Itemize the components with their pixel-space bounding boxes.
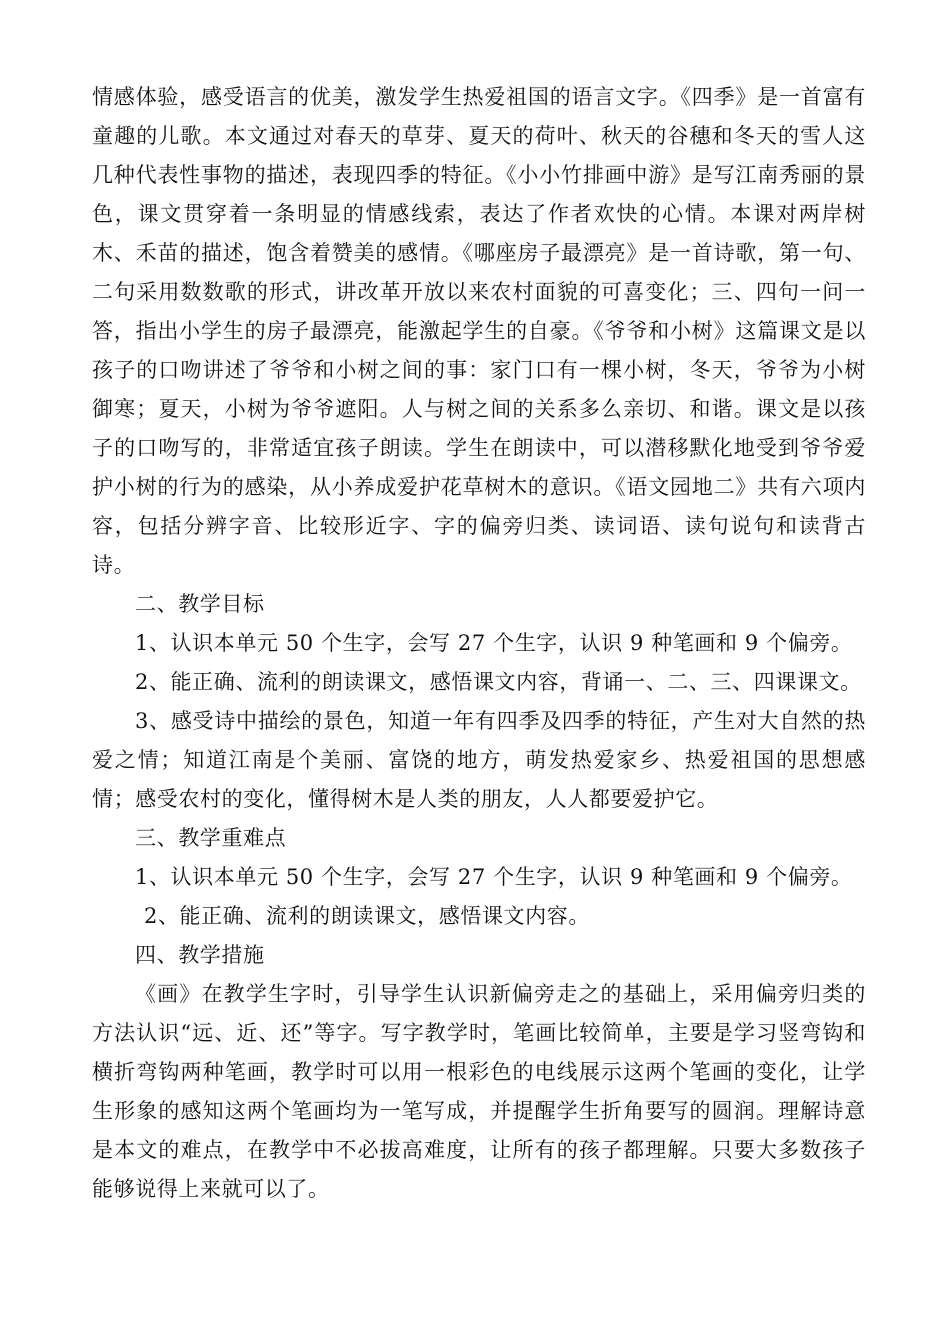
measure-paragraph-1: 《画》在教学生字时，引导学生认识新偏旁走之的基础上，采用偏旁归类的方法认识“远、近、还”等字。写字教学时，笔画比较简单，主要是学习竖弯钩和横折弯钩两种笔画，教学时可以用一根彩色的电线展示这两个笔画的变化，让学生形象的感知这两个笔画均为一笔写成，并提醒学生折角要写的圆润。理解诗意是本文的难点，在教学中不必拔高难度，让所有的孩子都理解。只要大多数孩子能够说得上来就可以了。 [92,982,866,1201]
goal-item-2: 2、能正确、流利的朗读课文，感悟课文内容，背诵一、二、三、四课课文。 [135,670,862,694]
section-heading-teaching-goals: 二、教学目标 [135,592,265,616]
key-point-item-1: 1、认识本单元 50 个生字，会写 27 个生字，认识 9 种笔画和 9 个偏旁。 [135,865,853,889]
goal-item-3: 3、感受诗中描绘的景色，知道一年有四季及四季的特征，产生对大自然的热爱之情；知道江南是个美丽、富饶的地方，萌发热爱家乡、热爱祖国的思想感情；感受农村的变化，懂得树木是人类的朋友，人人都要爱护它。 [92,709,866,811]
section-heading-key-points: 三、教学重难点 [135,826,287,850]
section-heading-teaching-measures: 四、教学措施 [135,943,265,967]
goal-item-1: 1、认识本单元 50 个生字，会写 27 个生字，认识 9 种笔画和 9 个偏旁。 [135,631,853,655]
intro-paragraph: 情感体验，感受语言的优美，激发学生热爱祖国的语言文字。《四季》是一首富有童趣的儿歌。本文通过对春天的草芽、夏天的荷叶、秋天的谷穗和冬天的雪人这几种代表性事物的描述，表现四季的特征。《小小竹排画中游》是写江南秀丽的景色，课文贯穿着一条明显的情感线索，表达了作者欢快的心情。本课对两岸树木、禾苗的描述，饱含着赞美的感情。《哪座房子最漂亮》是一首诗歌，第一句、二句采用数数歌的形式，讲改革开放以来农村面貌的可喜变化；三、四句一问一答，指出小学生的房子最漂亮，能激起学生的自豪。《爷爷和小树》这篇课文是以孩子的口吻讲述了爷爷和小树之间的事：家门口有一棵小树，冬天，爷爷为小树御寒；夏天，小树为爷爷遮阳。人与树之间的关系多么亲切、和谐。课文是以孩子的口吻写的，非常适宜孩子朗读。学生在朗读中，可以潜移默化地受到爷爷爱护小树的行为的感染，从小养成爱护花草树木的意识。《语文园地二》共有六项内容，包括分辨字音、比较形近字、字的偏旁归类、读词语、读句说句和读背古诗。 [92,85,866,577]
document-page [92,78,866,1209]
key-point-item-2: 2、能正确、流利的朗读课文，感悟课文内容。 [144,904,590,928]
